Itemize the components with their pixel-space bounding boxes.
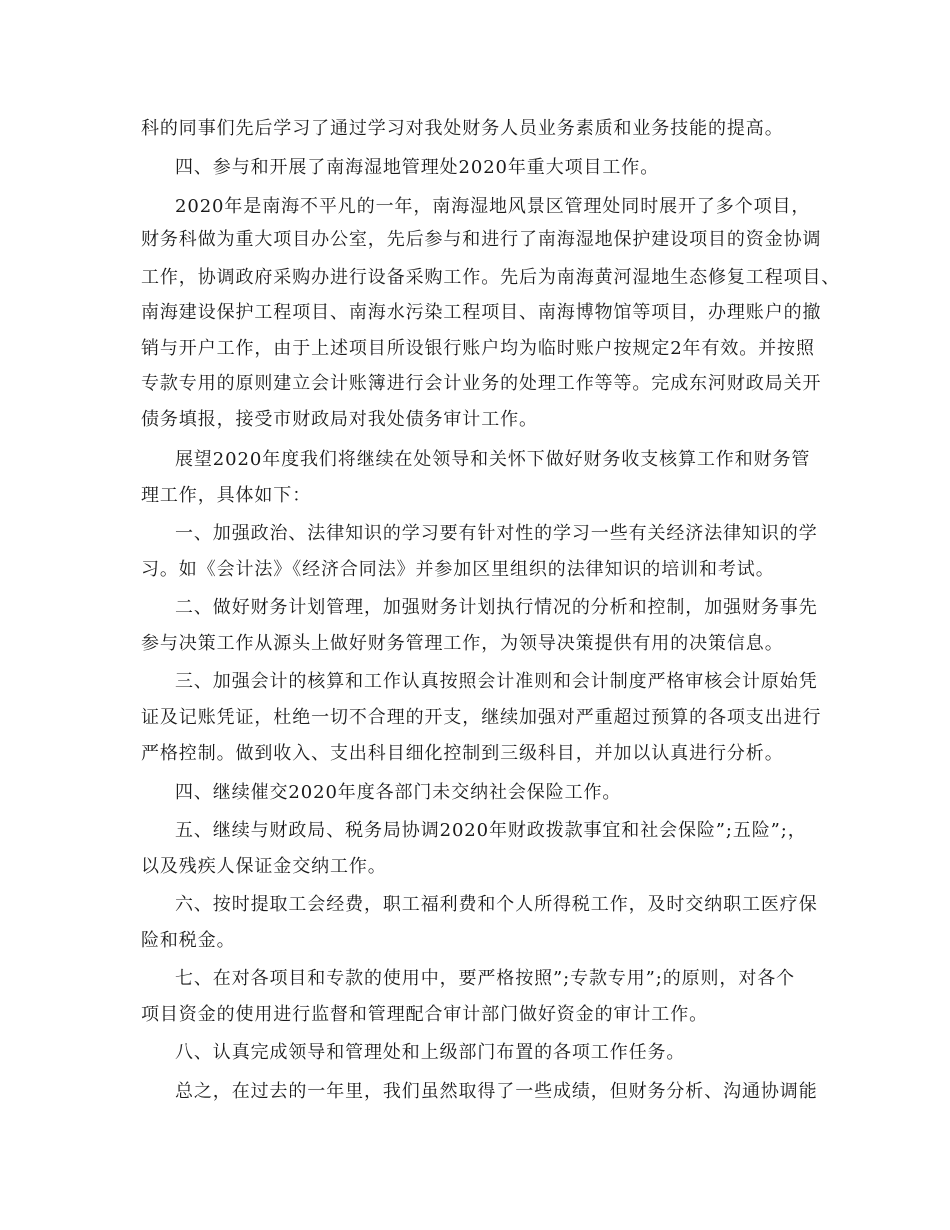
text-line: 以及残疾人保证金交纳工作。: [141, 856, 387, 877]
text-line: 四、参与和开展了南海湿地管理处2020年重大项目工作。: [175, 157, 660, 178]
text-line: 六、按时提取工会经费，职工福利费和个人所得税工作，及时交纳职工医疗保: [175, 894, 818, 915]
text-line: 七、在对各项目和专款的使用中，要严格按照”;专款专用”;的原则，对各个: [175, 968, 796, 989]
text-line: 南海建设保护工程项目、南海水污染工程项目、南海博物馆等项目，办理账户的撤: [141, 302, 822, 323]
text-line: 二、做好财务计划管理，加强财务计划执行情况的分析和控制，加强财务事先: [175, 597, 818, 618]
text-line: 八、认真完成领导和管理处和上级部门布置的各项工作任务。: [175, 1042, 686, 1063]
text-line: 理工作，具体如下：: [141, 485, 312, 506]
text-line: 项目资金的使用进行监督和管理配合审计部门做好资金的审计工作。: [141, 1004, 708, 1025]
text-line: 一、加强政治、法律知识的学习要有针对性的学习一些有关经济法律知识的学: [175, 523, 818, 544]
text-line: 习。如《会计法》《经济合同法》并参加区里组织的法律知识的培训和考试。: [141, 559, 775, 580]
text-line: 债务填报，接受市财政局对我处债务审计工作。: [141, 409, 538, 430]
text-line: 五、继续与财政局、税务局协调2020年财政拨款事宜和社会保险”;五险”;，: [175, 820, 807, 841]
text-line: 展望2020年度我们将继续在处领导和关怀下做好财务收支核算工作和财务管: [175, 449, 811, 470]
text-line: 险和税金。: [141, 930, 236, 951]
text-line: 科的同事们先后学习了通过学习对我处财务人员业务素质和业务技能的提高。: [141, 118, 784, 139]
text-line: 工作，协调政府采购办进行设备采购工作。先后为南海黄河湿地生态修复工程项目、: [141, 267, 841, 288]
text-line: 证及记账凭证，杜绝一切不合理的开支，继续加强对严重超过预算的各项支出进行: [141, 707, 822, 728]
text-line: 财务科做为重大项目办公室，先后参与和进行了南海湿地保护建设项目的资金协调: [141, 229, 822, 250]
text-line: 专款专用的原则建立会计账簿进行会计业务的处理工作等等。完成东河财政局关开: [141, 373, 822, 394]
text-line: 严格控制。做到收入、支出科目细化控制到三级科目，并加以认真进行分析。: [141, 743, 784, 764]
text-line: 参与决策工作从源头上做好财务管理工作，为领导决策提供有用的决策信息。: [141, 633, 784, 654]
text-line: 四、继续催交2020年度各部门未交纳社会保险工作。: [175, 782, 622, 803]
text-line: 2020年是南海不平凡的一年，南海湿地风景区管理处同时展开了多个项目，: [175, 196, 811, 217]
text-line: 销与开户工作，由于上述项目所设银行账户均为临时账户按规定2年有效。并按照: [141, 338, 815, 359]
text-line: 总之，在过去的一年里，我们虽然取得了一些成绩，但财务分析、沟通协调能: [175, 1081, 818, 1102]
text-line: 三、加强会计的核算和工作认真按照会计准则和会计制度严格审核会计原始凭: [175, 671, 818, 692]
